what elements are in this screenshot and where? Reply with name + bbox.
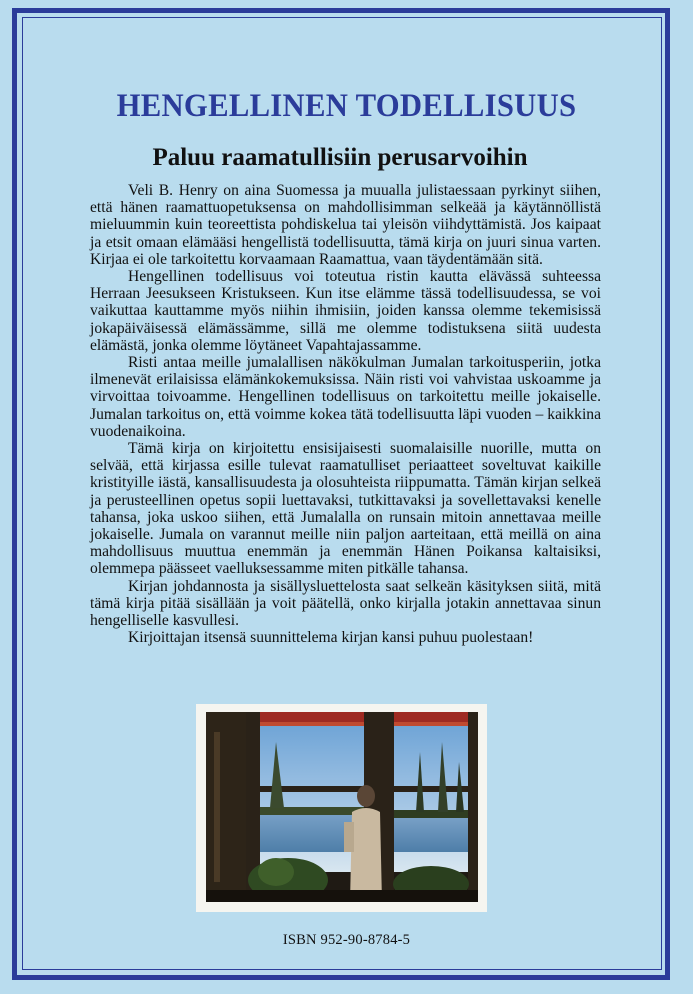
blurb-paragraph: Hengellinen todellisuus voi toteutua ristin kautta elävässä suhteessa Herraan Jeesukseen Kristukseen. Kun itse elämme tässä todellisuudessa, se voi vaikuttaa kauttamme myös niihin ihmisiin, joiden kanssa olemme tekemisissä jokapäiväisessä elämässämme, sillä me olemme todistuksena siitä uudesta elämästä, jonka olemme löytäneet Vapahtajassamme. [90,268,601,354]
blurb-paragraph: Risti antaa meille jumalallisen näkökulman Jumalan tarkoitusperiin, jotka ilmenevät erilaisissa elämänkokemuksissa. Näin risti voi vahvistaa uskoamme ja virvoittaa toivoamme. Hengellinen todellisuus on tarkoitettu meille jokaiselle. Jumalan tarkoitus on, että voimme kokea tätä todellisuutta läpi vuoden – kaikkina vuodenaikoina. [90,354,601,440]
blurb-text [90,182,601,646]
blurb-paragraph: Kirjan johdannosta ja sisällysluettelosta saat selkeän käsityksen siitä, mitä tämä kirja pitää sisällään ja voit päätellä, onko kirjalla jotakin annettavaa sinun hengelliselle kasvullesi. [90,577,601,630]
book-subtitle: Paluu raamatullisiin perusarvoihin [152,144,528,171]
blurb-paragraph: Kirjoittajan itsensä suunnittelema kirjan kansi puhuu puolestaan! [128,629,534,647]
window-scene-illustration [206,712,478,902]
blurb-paragraph: Tämä kirja on kirjoitettu ensisijaisesti suomalaisille nuorille, mutta on selvää, että kirjassa esille tulevat raamatulliset periaatteet soveltuvat kaikille kristityille iästä, kansallisuudesta ja olosuhteista riippumatta. Tämän kirjan selkeä ja perusteellinen opetus sopii luettavaksi, tutkittavaksi ja sovellettavaksi kenelle tahansa, joka uskoo siihen, että Jumalalla on runsain mitoin annettavaa meille jokaiselle. Jumala on varannut meille niin paljon aarteitaan, että meillä on aina mahdollisuus muuttua enemmän ja enemmän Hänen Poikansa kaltaisiksi, olemmepa päässeet vaelluksessamme miten pitkälle tahansa. [90,440,601,578]
author-photo [206,712,478,902]
isbn-number: ISBN 952-90-8784-5 [282,932,411,948]
book-title: HENGELLINEN TODELLISUUS [116,88,577,124]
blurb-paragraph: Veli B. Henry on aina Suomessa ja muualla julistaessaan pyrkinyt siihen, että hänen raamattuopetuksensa on mahdollisimman selkeää ja käytännöllistä mieluummin kuin teoreettista pohdiskelua tai yleisön viihdyttämistä. Jos kaipaat ja etsit omaan elämääsi hengellistä todellisuutta, tämä kirja on juuri sinua varten. Kirjaa ei ole tarkoitettu korvaamaan Raamattua, vaan täydentämään sitä. [90,182,601,268]
